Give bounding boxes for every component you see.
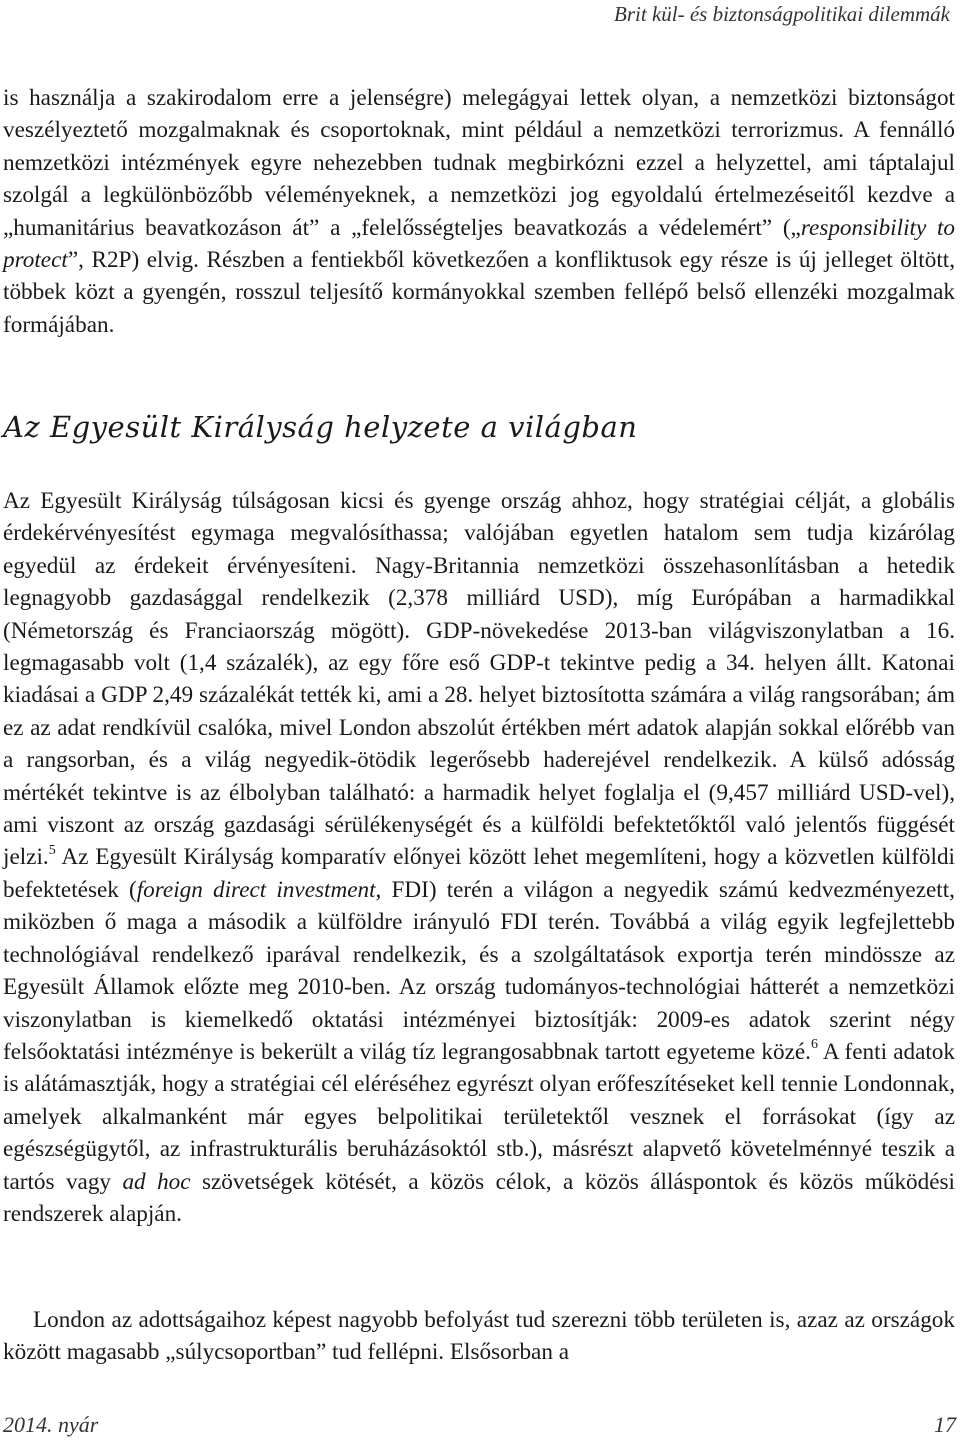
footer-issue-label: 2014. nyár [3, 1412, 99, 1437]
running-header: Brit kül- és biztonságpolitikai dilemmák [614, 2, 950, 26]
body-paragraph-1 [3, 82, 955, 341]
paragraph-text: Az Egyesült Királyság túlságosan kicsi és gyenge ország ahhoz, hogy stratégiai célját, a globális érdekérvényesítést egymaga megvalósíthassa; valójában egyetlen hatalom sem tudja kizárólag egyedül az érdekeit érvényesíteni. Nagy-Britannia nemzetközi összehasonlításban a hetedik legnagyobb gazdasággal rendelkezik (2,378 milliárd USD), míg Európában a harmadikkal (Németország és Franciaország mögött). GDP-növekedése 2013-ban világviszonylatban a 16. legmagasabb volt (1,4 százalék), az egy főre eső GDP-t tekintve pedig a 34. helyen állt. Katonai kiadásai a GDP 2,49 százalékát tették ki, ami a 28. helyet biztosította számára a világ rangsorában; ám ez az adat rendkívül csalóka, mivel London abszolút értékben mért adatok alapján sokkal előrébb van a rangsorban, és a világ negyedik-ötödik legerősebb haderejével rendelkezik. A külső adósság mértékét tekintve is az élbolyban található: a harmadik helyet foglalja el (9,457 milliárd USD-vel), ami viszont az ország gazdasági sérülékenységét és a külföldi befektetőktől való jelentős függését jelzi. [3, 488, 955, 871]
footnote-marker-5[interactable]: 5 [48, 842, 56, 858]
italic-term-fdi: foreign direct investment [136, 876, 376, 903]
paragraph-text: London az adottságaihoz képest nagyobb befolyást tud szerezni több területen is, azaz az országok között magasabb „súlycsoportban” tud fellépni. Elsősorban a [3, 1307, 955, 1366]
page-number: 17 [934, 1412, 956, 1437]
italic-term-ad-hoc: ad hoc [122, 1168, 191, 1195]
footnote-marker-6[interactable]: 6 [810, 1037, 818, 1053]
paragraph-text: is használja a szakirodalom erre a jelenségre) melegágyai lettek olyan, a nemzetközi biztonságot veszélyeztető mozgalmaknak és csoportoknak, mint például a nemzetközi terrorizmus. A fennálló nemzetközi intézmények egyre nehezebben tudnak megbirkózni ezzel a helyzettel, ami táptalajul szolgál a legkülönbözőbb véleményeknek, a nemzetközi jog egyoldalú értelmezéseitől kezdve a „humanitárius beavatkozáson át” a „felelősségteljes beavatkozás a védelemért” („ [3, 85, 955, 241]
section-heading: Az Egyesült Királyság helyzete a világban [3, 410, 638, 444]
italic-term-r2p: responsibility to protect [3, 214, 956, 274]
paragraph-text: szövetségek kötését, a közös célok, a közös álláspontok és közös működési rendszerek alapján. [3, 1168, 956, 1227]
paragraph-text: A fenti adatok is alátámasztják, hogy a stratégiai cél eléréséhez egyrészt olyan erőfeszítéseket kell tennie Londonnak, amelyek alkalmanként már egyes belpolitikai területektől vesznek el forrásokat (így az egészségügytől, az infrastrukturális beruházásoktól stb.), másrészt alapvető követelménnyé teszik a tartós vagy [3, 1038, 955, 1195]
page-footer [0, 1412, 956, 1444]
paragraph-text: , FDI) terén a világon a negyedik számú kedvezményezett, miközben ő maga a második a külföldre irányuló FDI terén. Továbbá a világ egyik legfejlettebb technológiával rendelkező iparával rendelkezik, és a szolgáltatások exportja terén mindössze az Egyesült Államok előzte meg 2010-ben. Az ország tudományos-technológiai hátterét a nemzetközi viszonylatban is kiemelkedő oktatási intézményei biztosítják: 2009-es adatok szerint négy felsőoktatási intézménye is bekerült a világ tíz legrangosabbnak tartott egyeteme közé. [3, 876, 955, 1065]
body-paragraph-2 [3, 485, 955, 1230]
paragraph-text: Az Egyesült Királyság komparatív előnyei között lehet megemlíteni, hogy a közvetlen külföldi befektetések ( [3, 844, 955, 903]
paragraph-text: ”, R2P) elvig. Részben a fentiekből következően a konfliktusok egy része is új jelleget öltött, többek közt a gyengén, rosszul teljesítő kormányokkal szemben fellépő belső ellenzéki mozgalmak formájában. [3, 247, 955, 338]
body-paragraph-3 [3, 1304, 955, 1369]
